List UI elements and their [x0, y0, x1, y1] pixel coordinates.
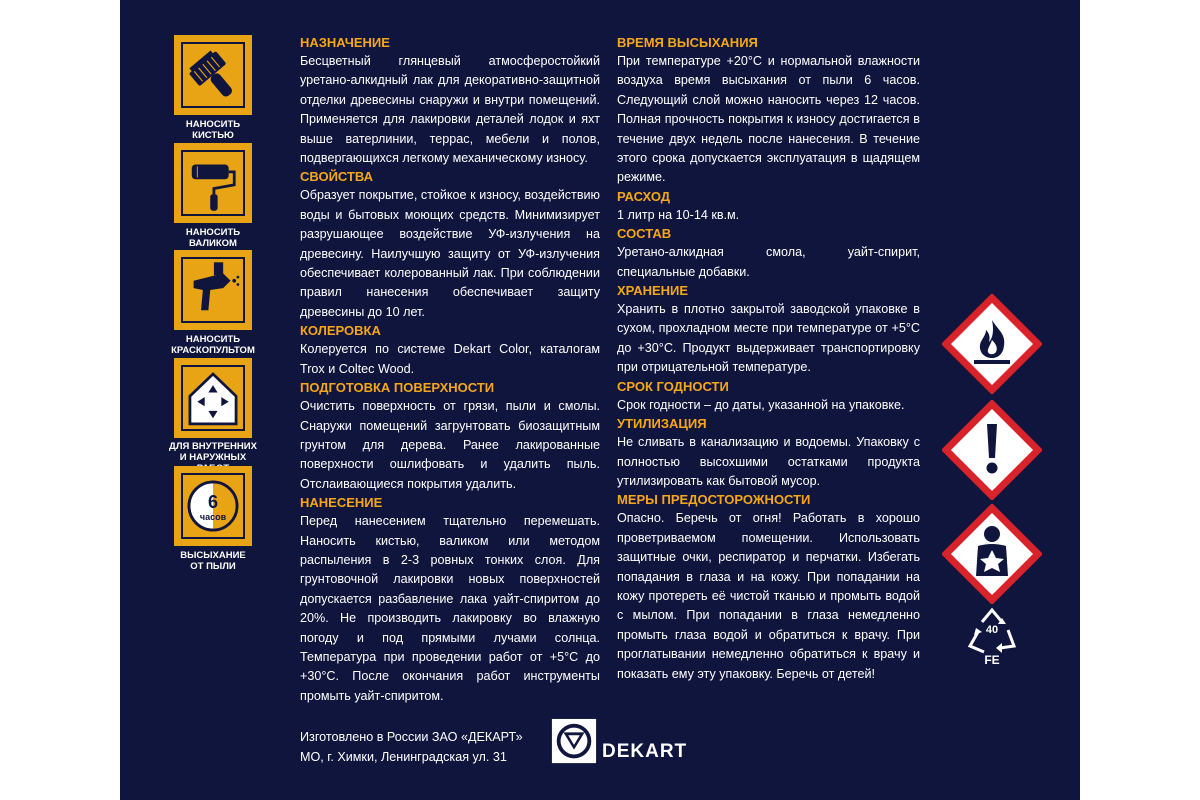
flame-hazard-icon	[942, 294, 1042, 394]
spray-gun-icon	[174, 250, 252, 330]
section-heading: РАСХОД	[617, 188, 671, 204]
section-heading: КОЛЕРОВКА	[300, 323, 381, 339]
section-text: При температуре +20°С и нормальной влажности воздуха время высыхания от пыли 6 часов. Следующий слой можно наносить через 12 часов. Полная прочность покрытия к износу достигается в течение двух недель после нанесения. В течение этого срока допускается эксплуатация в щадящем режиме.	[617, 54, 920, 185]
recycle-symbol	[966, 608, 1018, 668]
dekart-logo-text: DEKART	[602, 741, 688, 762]
section-heading: ВРЕМЯ ВЫСЫХАНИЯ	[617, 35, 758, 50]
section-text: Бесцветный глянцевый атмосферостойкий уретано-алкидный лак для декоративно-защитной отделки древесины снаружи и внутри помещений. Применяется для лакировки деталей лодок и яхт выше ватерлинии, террас, мебели и полов, подвергающихся легкому механическому износу.	[300, 54, 600, 166]
label-panel	[120, 0, 1080, 800]
section-text: Срок годности – до даты, указанной на упаковке.	[617, 397, 905, 412]
health-hazard-icon	[942, 504, 1042, 604]
exclamation-hazard-icon	[942, 400, 1042, 500]
section-heading: НАНЕСЕНИЕ	[300, 495, 383, 511]
house-arrows-icon	[174, 358, 252, 438]
section-heading: МЕРЫ ПРЕДОСТОРОЖНОСТИ	[617, 492, 811, 508]
section-heading: ПОДГОТОВКА ПОВЕРХНОСТИ	[300, 380, 495, 396]
section-text: 1 литр на 10-14 кв.м.	[617, 207, 740, 222]
house-arrows-label: ДЛЯ ВНУТРЕННИХ И НАРУЖНЫХ	[169, 441, 257, 463]
roller-icon	[174, 143, 252, 223]
manufacturer-info	[300, 727, 523, 767]
section-heading: УТИЛИЗАЦИЯ	[617, 416, 707, 432]
section-text: Образует покрытие, стойкое к износу, воздействию воды и бытовых моющих средств. Минимизирует разрушающее воздействие УФ-излучения на древесину. Наилучшую защиту от УФ-излучения обеспечивает колерованный лак. При соблюдении правил нанесения обеспечивает защиту древесины до 10 лет.	[300, 188, 600, 319]
brush-icon	[174, 35, 252, 115]
recycle-material: FE	[984, 653, 1000, 667]
section-text: Не сливать в канализацию и водоемы. Упаковку с полностью высохшими остатками продукта утилизировать как бытовой мусор.	[617, 435, 920, 488]
section-text: Опасно. Беречь от огня! Работать в хорошо проветриваемом помещении. Использовать защитные очки, респиратор и перчатки. Избегать попадания в глаза и на кожу. При попадании на кожу протереть её чистой тканью и промыть водой с мылом. При попадании в глаза немедленно промыть глаза водой и обратиться к врачу. При проглатывании немедленно обратиться к врачу и показать ему эту упаковку. Беречь от детей!	[617, 511, 920, 681]
section-heading: НАЗНАЧЕНИЕ	[300, 35, 390, 50]
clock-unit: часов	[199, 512, 227, 522]
clock-icon	[174, 466, 252, 546]
section-heading: ХРАНЕНИЕ	[617, 283, 689, 299]
section-text: Колеруется по системе Dekart Color, каталогам Trox и Coltec Wood.	[300, 342, 600, 376]
clock-label: ВЫСЫХАНИЕ ОТ ПЫЛИ	[180, 550, 246, 572]
spray-gun-label: НАНОСИТЬ КРАСКОПУЛЬТОМ	[171, 334, 255, 356]
roller-label: НАНОСИТЬ ВАЛИКОМ	[185, 227, 241, 249]
section-heading: СОСТАВ	[617, 226, 672, 242]
brush-label: НАНОСИТЬ КИСТЬЮ	[185, 119, 241, 141]
dekart-logo	[550, 717, 702, 769]
dekart-logo-icon	[550, 717, 598, 767]
section-text: Уретано-алкидная смола, уайт-спирит, специальные добавки.	[617, 245, 920, 279]
recycle-code: 40	[985, 624, 999, 636]
section-heading: СРОК ГОДНОСТИ	[617, 378, 729, 394]
manufacturer-line1: Изготовлено в России ЗАО «ДЕКАРТ»	[300, 730, 523, 744]
text-column-left	[300, 34, 600, 706]
section-heading: СВОЙСТВА	[300, 169, 374, 185]
manufacturer-line2: МО, г. Химки, Ленинградская ул. 31	[300, 750, 507, 764]
text-column-right	[617, 34, 920, 684]
section-text: Очистить поверхность от грязи, пыли и смолы. Снаружи помещений загрунтовать биозащитным грунтом для дерева. Ранее лакированные поверхности ошлифовать и удалить пыль. Отслаивающиеся покрытия удалить.	[300, 399, 600, 491]
section-text: Перед нанесением тщательно перемешать. Наносить кистью, валиком или методом распыления в 2-3 ровных тонких слоя. Для грунтовочной лакировки новых поверхностей допускается разбавление лака уайт-спиритом до 20%. Не производить лакировку во влажную погоду и под прямыми лучами солнца. Температура при проведении работ от +5°С до +30°С. После окончания работ инструменты промыть уайт-спиритом.	[300, 514, 600, 703]
clock-value: 6	[207, 492, 218, 512]
section-text: Хранить в плотно закрытой заводской упаковке в сухом, прохладном месте при температуре от +5°С до +30°С. Продукт выдерживает транспортировку при отрицательной температуре.	[617, 302, 920, 375]
